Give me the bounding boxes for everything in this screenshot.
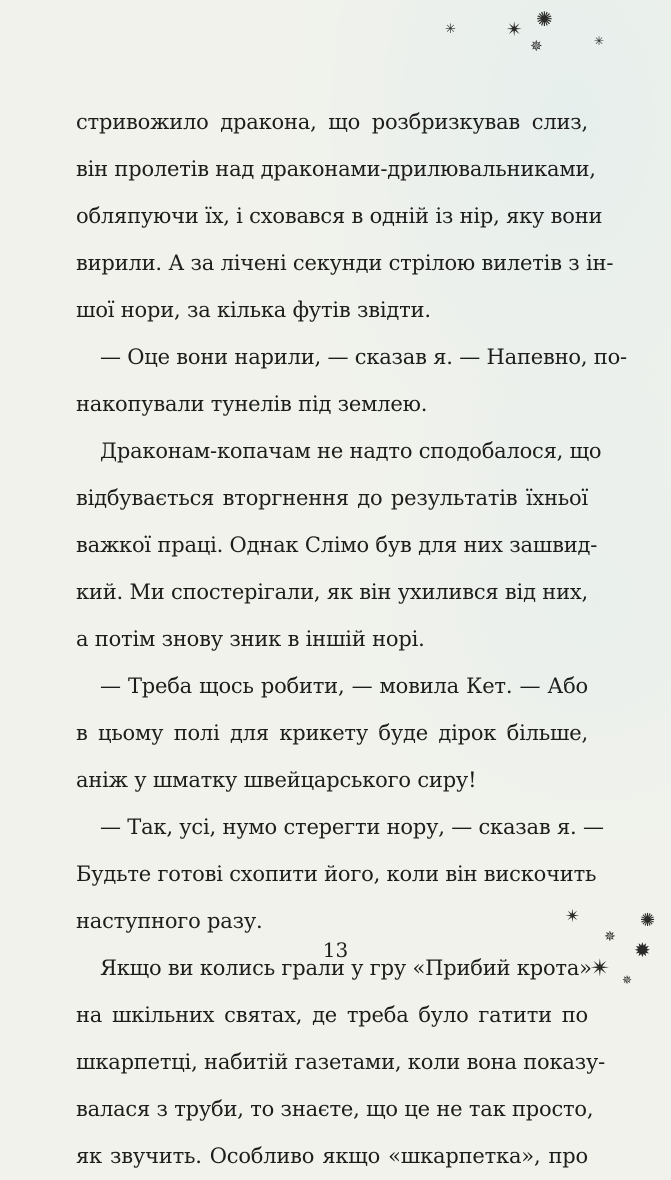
- text-line: стривожило дракона, що розбризкував слиз,: [76, 110, 588, 134]
- text-line: як звучить. Особливо якщо «шкарпетка», про: [76, 1144, 588, 1168]
- text-line: шої нори, за кілька футів звідти.: [76, 298, 431, 322]
- text-line: валася з труби, то знаєте, що це не так просто,: [76, 1097, 594, 1121]
- text-line: — Треба щось робити, — мовила Кет. — Або: [100, 674, 588, 698]
- text-line: — Оце вони нарили, — сказав я. — Напевно, по-: [100, 345, 627, 369]
- top-right-stars-decoration: [430, 5, 620, 65]
- page-number: 13: [322, 938, 349, 962]
- star-icon: ✵: [622, 973, 633, 987]
- star-icon: ✺: [640, 910, 656, 931]
- text-line: кий. Ми спостерігали, як він ухилився від них,: [76, 580, 588, 604]
- text-line: важкої праці. Однак Слімо був для них зашвид-: [76, 533, 598, 557]
- star-icon: ✵: [530, 37, 543, 55]
- body-text: [76, 99, 627, 1180]
- text-line: Якщо ви колись грали у гру «Прибий крота»: [100, 956, 592, 980]
- text-line: Будьте готові схопити його, коли він вискочить: [76, 862, 597, 886]
- text-line: він пролетів над драконами-дрилювальниками,: [76, 157, 596, 181]
- star-icon: ✴: [565, 906, 581, 927]
- text-line: шкарпетці, набитій газетами, коли вона показу-: [76, 1050, 606, 1074]
- text-line: Драконам-копачам не надто сподобалося, що: [100, 439, 602, 463]
- text-line: обляпуючи їх, і сховався в одній із нір, яку вони: [76, 204, 603, 228]
- text-line: вирили. А за лічені секунди стрілою вилетів з ін-: [76, 251, 614, 275]
- star-icon: ✵: [604, 929, 616, 945]
- text-line: а потім знову зник в іншій норі.: [76, 627, 425, 651]
- text-line: — Так, усі, нумо стерегти нору, — сказав я. —: [100, 815, 604, 839]
- star-icon: ✳: [445, 22, 456, 37]
- star-icon: ✺: [536, 7, 553, 31]
- star-icon: ✴: [506, 17, 523, 41]
- bottom-right-stars-decoration: [560, 896, 668, 1000]
- star-icon: ✹: [634, 938, 651, 962]
- text-line: аніж у шматку швейцарського сиру!: [76, 768, 477, 792]
- text-line: в цьому полі для крикету буде дірок більше,: [76, 721, 588, 745]
- star-icon: ✳: [594, 34, 605, 48]
- text-line: накопували тунелів під землею.: [76, 392, 428, 416]
- text-line: на шкільних святах, де треба було гатити по: [76, 1003, 588, 1027]
- text-line: відбувається вторгнення до результатів їхньої: [76, 486, 588, 510]
- text-line: наступного разу.: [76, 909, 263, 933]
- star-icon: ✴: [590, 954, 611, 982]
